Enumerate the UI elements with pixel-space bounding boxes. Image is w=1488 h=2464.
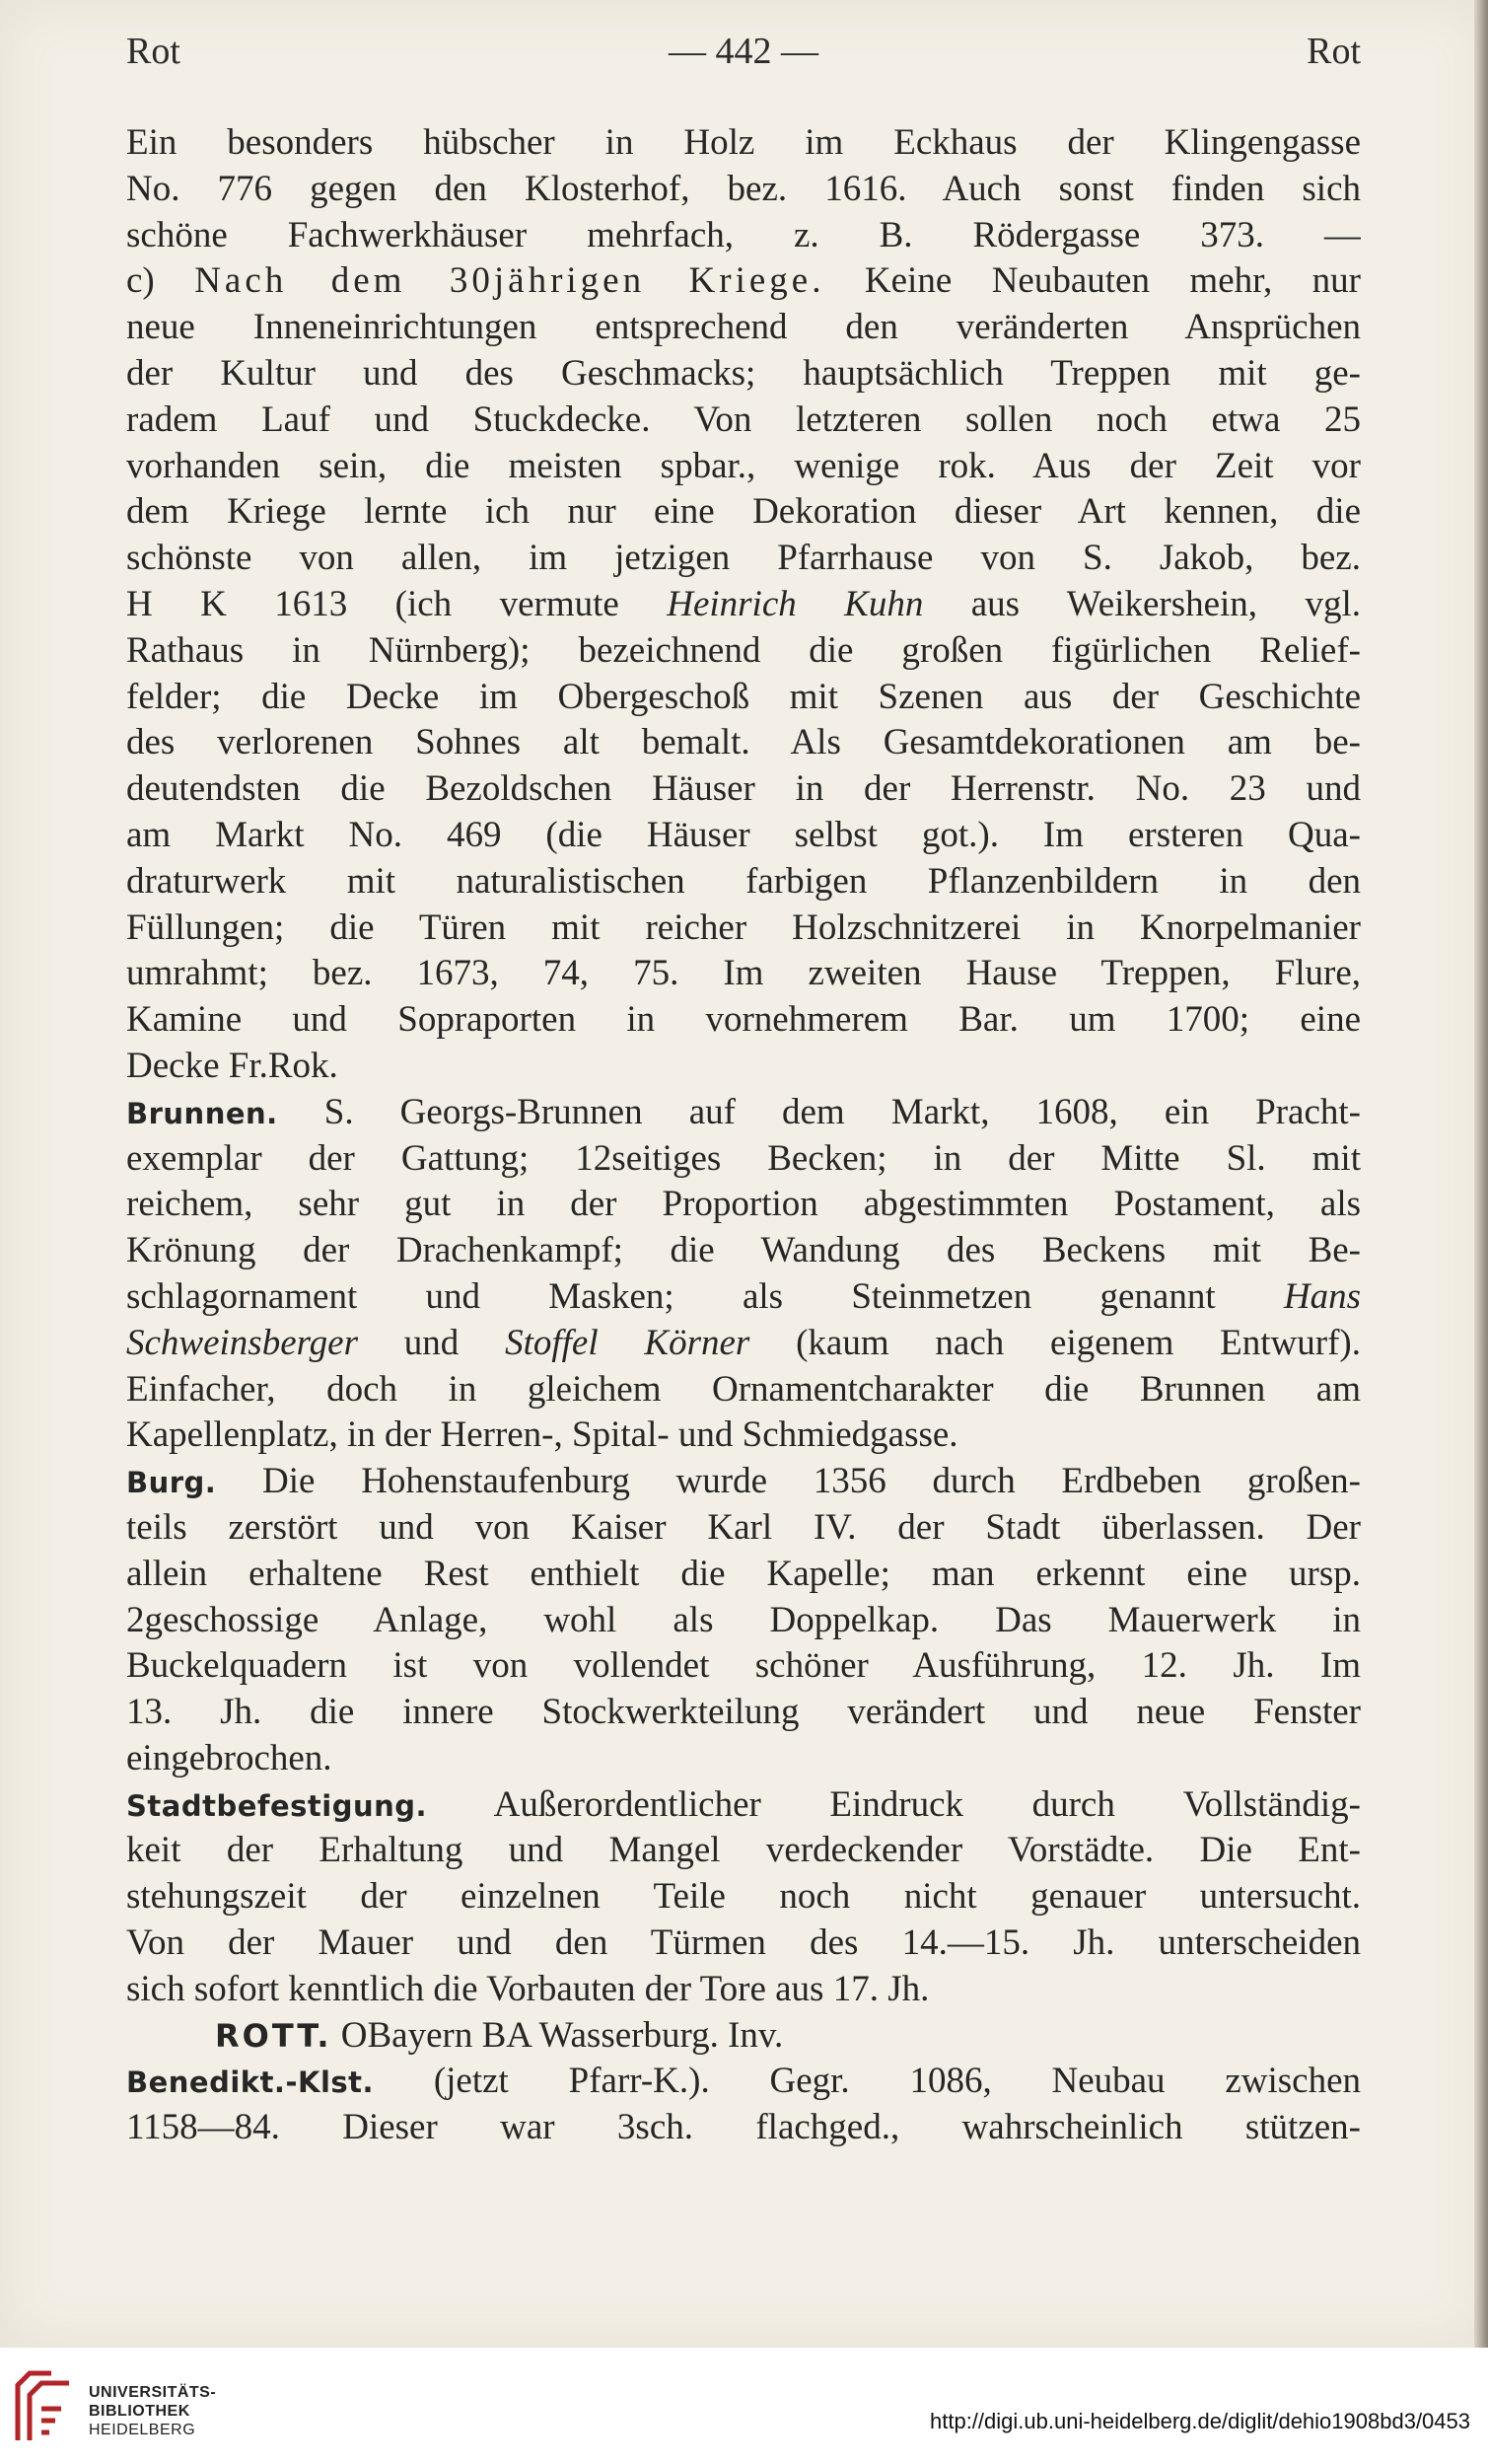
text-line (126, 628, 1361, 675)
text-run: H K 1613 (ich vermute (126, 583, 668, 624)
text-run: Die Hohenstaufenburg wurde 1356 durch Erdbeben großen- (216, 1461, 1361, 1502)
text-run: Buckelquadern ist von vollendet schöner Ausführung, 12. Jh. Im (126, 1645, 1361, 1687)
library-logo-icon (12, 2369, 75, 2444)
text-run: OBayern BA Wasserburg. Inv. (331, 2014, 784, 2056)
text-line (126, 351, 1361, 398)
text-run: aus Weikershein, vgl. (923, 583, 1361, 624)
logo-line-1: UNIVERSITÄTS- (89, 2384, 217, 2401)
text-line (126, 582, 1361, 628)
text-line (126, 951, 1361, 997)
text-line (126, 489, 1361, 536)
page-number: — 442 — (669, 31, 818, 72)
text-run: Von der Mauer und den Türmen des 14.—15. Jh. unterscheiden (126, 1922, 1361, 1964)
text-line (126, 997, 1361, 1044)
text-run: deutendsten die Bezoldschen Häuser in der Herrenstr. No. 23 und (126, 768, 1361, 810)
text-line (126, 536, 1361, 582)
section-heading: ROTT. (215, 2016, 332, 2055)
text-line (126, 1182, 1361, 1228)
text-line (126, 766, 1361, 813)
section-heading: Burg. (126, 1466, 217, 1500)
text-run: schönste von allen, im jetzigen Pfarrhause von S. Jakob, bez. (126, 538, 1361, 579)
text-run: Ein besonders hübscher in Holz im Eckhaus der Klingengasse (126, 122, 1361, 163)
text-run: Krönung der Drachenkampf; die Wandung des Beckens mit Be- (126, 1230, 1361, 1271)
text-line (126, 1736, 1361, 1782)
text-run: Rathaus in Nürnberg); bezeichnend die großen figürlichen Relief- (126, 629, 1361, 671)
text-line (126, 2059, 1361, 2105)
body-text (126, 120, 1361, 2151)
text-run: 1158—84. Dieser war 3sch. flachged., wahrscheinlich stützen- (126, 2107, 1361, 2148)
logo-line-2: BIBLIOTHEK (89, 2403, 190, 2420)
text-run: c) (126, 260, 195, 302)
running-header (126, 30, 1361, 85)
text-run: radem Lauf und Stuckdecke. Von letzteren sollen noch etwa 25 (126, 399, 1361, 440)
section-heading: Benedikt.-Klst. (126, 2065, 375, 2100)
text-run: 2geschossige Anlage, wohl als Doppelkap. Das Mauerwerk in (126, 1599, 1361, 1640)
text-run: keit der Erhaltung und Mangel verdeckender Vorstädte. Die Ent- (126, 1830, 1361, 1871)
text-run: 13. Jh. die innere Stockwerkteilung verändert und neue Fenster (126, 1692, 1361, 1733)
text-line (126, 1967, 1361, 2013)
text-line (126, 444, 1361, 490)
text-run: exemplar der Gattung; 12seitiges Becken; in der Mitte Sl. mit (126, 1137, 1361, 1179)
text-line (126, 120, 1361, 167)
logo-line-3: HEIDELBERG (89, 2422, 196, 2438)
text-run: Einfacher, doch in gleichem Ornamentcharakter die Brunnen am (126, 1368, 1361, 1410)
text-run: stehungszeit der einzelnen Teile noch nicht genauer untersucht. (126, 1876, 1361, 1918)
permalink-url[interactable]: http://digi.ub.uni-heidelberg.de/diglit/dehio1908bd3/0453 (930, 2409, 1470, 2433)
header-right-keyword: Rot (1307, 31, 1361, 72)
text-line (126, 906, 1361, 952)
text-line (126, 1598, 1361, 1644)
text-line (126, 258, 1361, 305)
text-run: des verlorenen Sohnes alt bemalt. Als Gesamtdekorationen am be- (126, 722, 1361, 763)
text-line (126, 1874, 1361, 1920)
text-run: felder; die Decke im Obergeschoß mit Szenen aus der Geschichte (126, 676, 1361, 717)
library-logo-text (89, 2383, 216, 2439)
footer-bar (0, 2348, 1488, 2464)
italic-name: Heinrich Kuhn (667, 583, 924, 624)
text-run: allein erhaltene Rest enthielt die Kapelle; man erkennt eine ursp. (126, 1553, 1361, 1594)
header-left-keyword: Rot (126, 31, 180, 72)
italic-name: Hans (1283, 1275, 1361, 1317)
italic-name: Schweinsberger (126, 1322, 358, 1363)
text-line (126, 1321, 1361, 1367)
text-run: No. 776 gegen den Klosterhof, bez. 1616. Auch sonst finden sich (126, 168, 1361, 209)
text-line (126, 1782, 1361, 1829)
text-run: vorhanden sein, die meisten spbar., wenige rok. Aus der Zeit vor (126, 445, 1361, 486)
text-run: am Markt No. 469 (die Häuser selbst got.). Im ersteren Qua- (126, 814, 1361, 855)
text-run: sich sofort kenntlich die Vorbauten der Tore aus 17. Jh. (126, 1968, 930, 2009)
text-line (126, 1828, 1361, 1874)
text-run: reichem, sehr gut in der Proportion abgestimmten Postament, als (126, 1184, 1361, 1225)
text-line (126, 1643, 1361, 1690)
text-line (126, 1920, 1361, 1967)
text-line (126, 398, 1361, 444)
text-line (126, 1505, 1361, 1552)
text-run: draturwerk mit naturalistischen farbigen Pflanzenbildern in den (126, 860, 1361, 902)
text-run: S. Georgs-Brunnen auf dem Markt, 1608, ein Pracht- (277, 1091, 1361, 1132)
text-line (126, 1274, 1361, 1321)
spaced-subheading: Nach dem 30jährigen Kriege. (194, 260, 825, 302)
text-line (126, 1459, 1361, 1505)
text-line (126, 305, 1361, 351)
text-line (126, 675, 1361, 721)
text-line (126, 2105, 1361, 2151)
section-heading: Stadtbefestigung. (126, 1788, 428, 1823)
text-line (126, 1090, 1361, 1136)
text-run: Decke Fr.Rok. (126, 1045, 338, 1086)
text-run: teils zerstört und von Kaiser Karl IV. der Stadt überlassen. Der (126, 1506, 1361, 1548)
text-run: schlagornament und Masken; als Steinmetzen genannt (126, 1275, 1284, 1317)
text-run: umrahmt; bez. 1673, 74, 75. Im zweiten Hause Treppen, Flure, (126, 953, 1361, 994)
text-line (126, 1690, 1361, 1736)
text-line (126, 1228, 1361, 1274)
text-line (126, 720, 1361, 766)
text-line (126, 1552, 1361, 1598)
text-line (126, 1413, 1361, 1459)
text-line (126, 1044, 1361, 1090)
text-line (126, 813, 1361, 859)
text-run: Kamine und Sopraporten in vornehmerem Bar. um 1700; eine (126, 999, 1361, 1041)
text-run: (kaum nach eigenem Entwurf). (749, 1322, 1361, 1363)
text-run: dem Kriege lernte ich nur eine Dekoration dieser Art kennen, die (126, 491, 1361, 533)
text-line (126, 859, 1361, 906)
text-run: schöne Fachwerkhäuser mehrfach, z. B. Rödergasse 373. — (126, 214, 1361, 255)
text-run: eingebrochen. (126, 1737, 332, 1778)
text-run: neue Inneneinrichtungen entsprechend den veränderten Ansprüchen (126, 307, 1361, 348)
text-run: (jetzt Pfarr-K.). Gegr. 1086, Neubau zwischen (374, 2061, 1361, 2102)
text-line (126, 2013, 1361, 2060)
text-line (126, 213, 1361, 259)
section-heading: Brunnen. (126, 1096, 278, 1130)
text-line (126, 167, 1361, 213)
text-run: der Kultur und des Geschmacks; hauptsächlich Treppen mit ge- (126, 352, 1361, 394)
text-run: Außerordentlicher Eindruck durch Vollständig- (427, 1783, 1361, 1825)
text-run: Keine Neubauten mehr, nur (824, 260, 1361, 302)
text-run: und (357, 1322, 506, 1363)
text-run: Füllungen; die Türen mit reicher Holzschnitzerei in Knorpelmanier (126, 906, 1361, 948)
text-run: Kapellenplatz, in der Herren-, Spital- und Schmiedgasse. (126, 1414, 958, 1456)
text-line (126, 1367, 1361, 1413)
text-line (126, 1136, 1361, 1183)
italic-name: Stoffel Körner (505, 1322, 750, 1363)
